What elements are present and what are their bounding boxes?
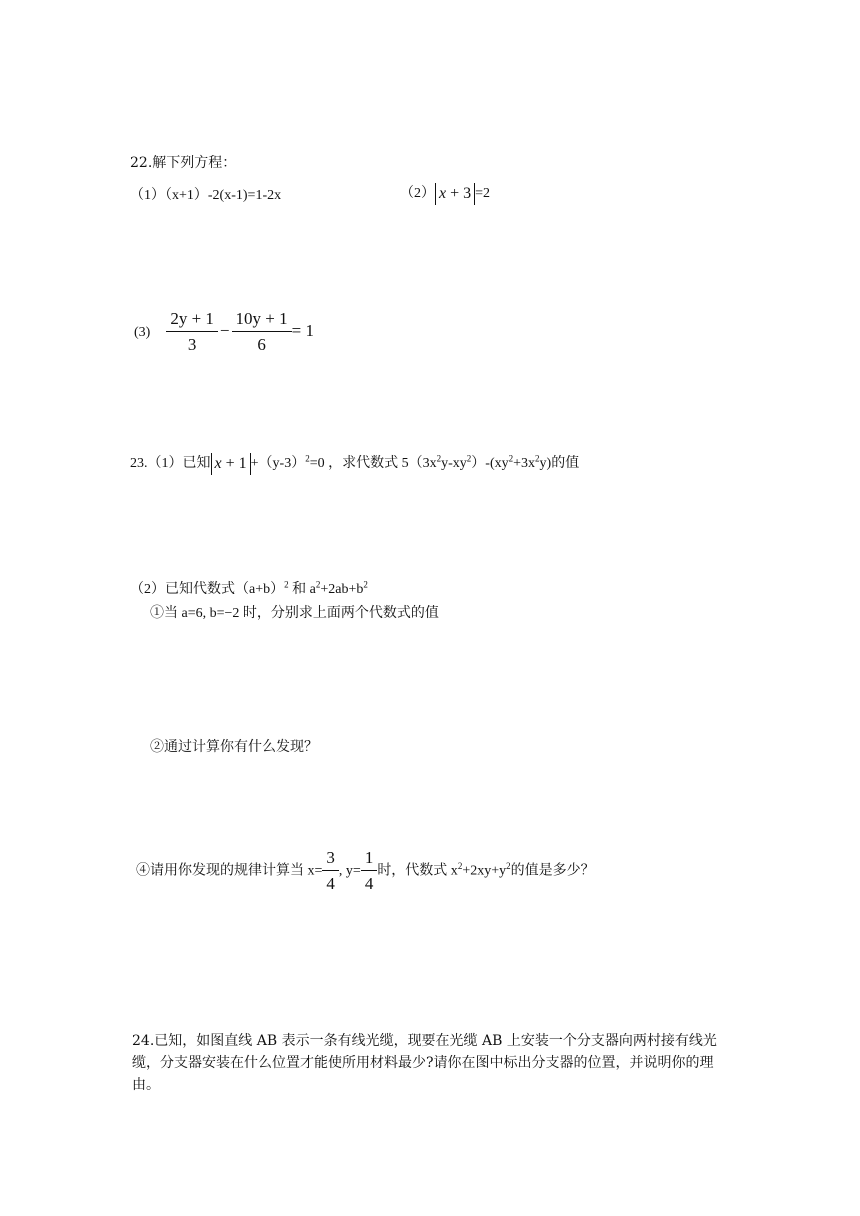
- q24-text: 24.已知，如图直线 AB 表示一条有线光缆，现要在光缆 AB 上安装一个分支器向两村接有线光缆，分支器安装在什么位置才能使所用材料最少?请你在图中标出分支器的位置，并说明你的理由。: [132, 1033, 717, 1093]
- q22-part2: [400, 183, 490, 205]
- q22-part2-label: （2）: [400, 186, 435, 202]
- q23-part1: 23.（1）已知 $x + 1 +(y-3)^2=0$ ，求代数式 $5(3x^2y-xy^2)-(xy^2+3x^2y)$的值: [130, 453, 579, 475]
- q22-part1: （1）（x+1）-2(x-1)=1-2x: [130, 188, 282, 203]
- absolute-value: x + 1: [211, 453, 251, 475]
- q23-item1: ①当 a=6, b=−2 时，分别求上面两个代数式的值: [150, 606, 439, 621]
- q22-part2-rhs: =2: [475, 186, 491, 202]
- fraction-3-over-4: $\frac{3}{4}$: [322, 846, 339, 897]
- q22-part3-rhs: = 1: [291, 321, 314, 340]
- fraction-10y1-over-6: $\frac{10y + 1}{6}$: [232, 307, 292, 358]
- absolute-value: x + 3: [435, 183, 475, 205]
- q23-item2: ②通过计算你有什么发现？: [150, 740, 318, 755]
- fraction-1-over-4: $\frac{1}{4}$: [361, 846, 378, 897]
- q23-item4: ④请用你发现的规律计算当 x= $\frac{3}{4}$ , y= $\frac{1}{4}$ 时，代数式 $x^2+2xy+y^2$的值是多少？: [136, 846, 595, 897]
- q22-title: 22.解下列方程：: [130, 155, 237, 171]
- q22-part3-label: (3): [134, 325, 151, 340]
- q22-part3: [134, 306, 314, 358]
- fraction-2y1-over-3: $\frac{2y + 1}{3}$: [166, 307, 218, 358]
- q23-part2: （2）已知代数式$(a+b)^2$ 和 $a^2+2ab+b^2$: [130, 579, 368, 597]
- minus-sign: −: [219, 321, 230, 340]
